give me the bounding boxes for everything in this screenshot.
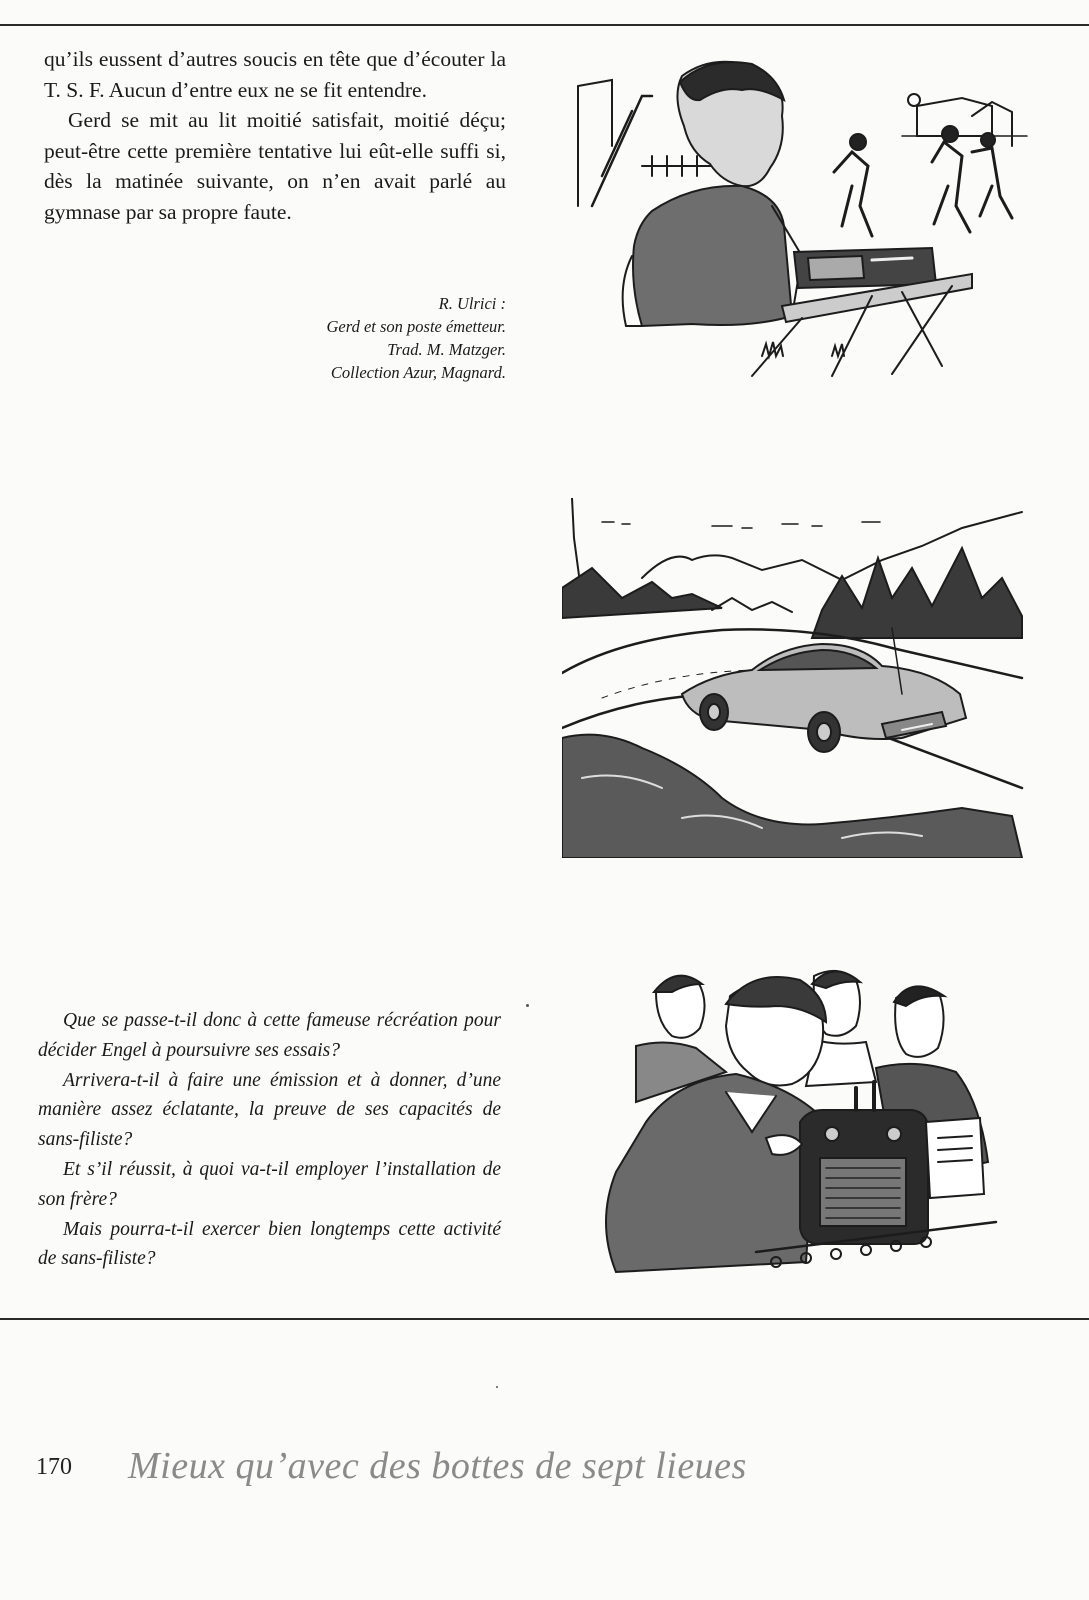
illustration-boy-with-radio — [572, 56, 1032, 386]
discussion-questions — [38, 1006, 501, 1274]
print-speck — [496, 1386, 498, 1388]
page-number: 170 — [36, 1454, 72, 1480]
question-paragraph: Mais pourra-t-il exercer bien longtemps cette activité de sans-filiste? — [38, 1218, 501, 1270]
body-paragraph: qu’ils eussent d’autres soucis en tête que d’écouter la T. S. F. Aucun d’entre eux ne se fit entendre. — [44, 47, 506, 102]
question-paragraph: Arrivera-t-il à faire une émission et à donner, d’une manière assez éclatante, la preuve de ses capacités de sans-filiste? — [38, 1069, 501, 1151]
credit-translator: Trad. M. Matzger. — [387, 340, 506, 359]
question-paragraph: Et s’il réussit, à quoi va-t-il employer l’installation de son frère? — [38, 1158, 501, 1210]
citation-credits — [200, 292, 506, 384]
credit-title: Gerd et son poste émetteur. — [326, 317, 506, 336]
illustration-car-on-road — [562, 498, 1024, 858]
section-rule — [0, 1318, 1089, 1320]
credit-publisher: Collection Azur, Magnard. — [330, 363, 506, 382]
print-speck — [526, 1004, 529, 1007]
page-footer — [36, 1444, 836, 1494]
running-title: Mieux qu’avec des bottes de sept lieues — [128, 1445, 747, 1487]
body-paragraph: Gerd se mit au lit moitié satisfait, moitié déçu; peut-être cette première tentative lui eût-elle suffi si, dès la matinée suivante, on n’en avait parlé au gymnase par sa propre faute. — [44, 108, 506, 224]
question-paragraph: Que se passe-t-il donc à cette fameuse récréation pour décider Engel à poursuivre ses essais? — [38, 1010, 501, 1061]
body-text — [44, 44, 506, 227]
illustration-boys-with-radio-set — [576, 962, 1008, 1292]
credit-author: R. Ulrici : — [438, 294, 506, 313]
top-rule — [0, 24, 1089, 26]
